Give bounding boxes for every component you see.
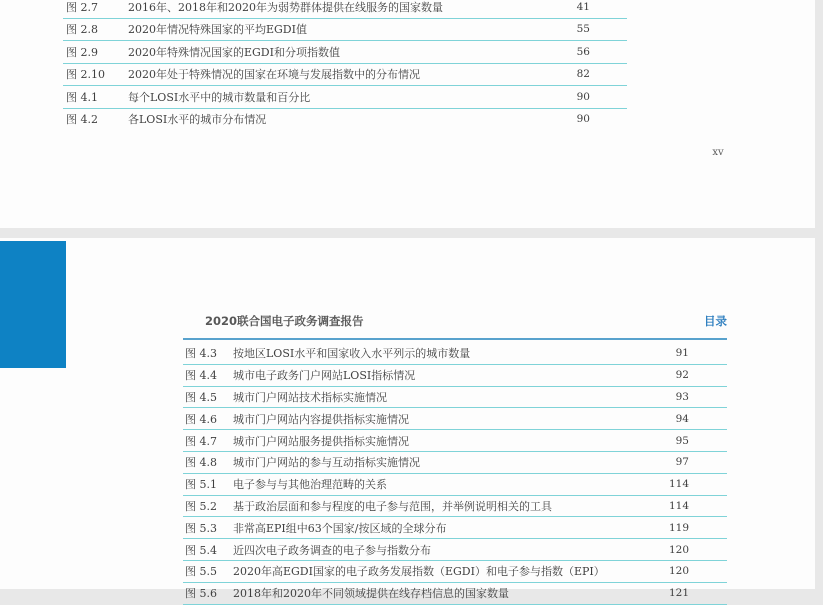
toc-row [63,19,627,42]
toc-row [183,496,727,518]
toc-row [183,343,727,365]
toc-row [183,517,727,539]
figure-label: 图 4.8 [185,456,217,470]
figure-page-number: 90 [576,113,590,126]
figure-label: 图 4.5 [185,390,217,404]
figure-label: 图 4.1 [66,90,98,104]
figure-title: 2016年、2018年和2020年为弱势群体提供在线服务的国家数量 [128,0,443,14]
figure-label: 图 5.4 [185,543,217,557]
toc-row [183,387,727,409]
figure-page-number: 120 [668,565,689,578]
figure-page-number: 56 [576,45,590,58]
document-page-xv [0,0,815,228]
figure-page-number: 82 [576,68,590,81]
figure-page-number: 95 [675,434,689,447]
folio-page-number: xv [712,147,724,158]
figure-page-number: 97 [675,456,689,469]
running-header-title: 2020联合国电子政务调查报告 [205,314,364,328]
figure-title: 2020年处于特殊情况的国家在环境与发展指数中的分布情况 [128,68,420,82]
figure-label: 图 2.7 [66,0,98,14]
figure-title: 近四次电子政务调查的电子参与指数分布 [233,543,431,557]
figure-title: 按地区LOSI水平和国家收入水平列示的城市数量 [233,347,471,361]
figure-label: 图 2.10 [66,68,105,82]
toc-row [183,539,727,561]
figure-title: 基于政治层面和参与程度的电子参与范围，并举例说明相关的工具 [233,499,552,513]
figure-title: 城市门户网站服务提供指标实施情况 [233,434,409,448]
figure-title: 城市电子政务门户网站LOSI指标情况 [233,369,416,383]
figure-page-number: 120 [668,543,689,556]
figure-title: 各LOSI水平的城市分布情况 [128,113,267,127]
figure-label: 图 2.8 [66,23,98,37]
figure-label: 图 5.3 [185,521,217,535]
figure-page-number: 91 [675,347,689,360]
figure-title: 城市门户网站内容提供指标实施情况 [233,412,409,426]
toc-row [183,583,727,605]
figure-title: 每个LOSI水平中的城市数量和百分比 [128,90,311,104]
document-page-toc [0,238,815,601]
figure-title: 2020年高EGDI国家的电子政务发展指数（EGDI）和电子参与指数（EPI） [233,565,605,579]
figure-title: 2020年情况特殊国家的平均EGDI值 [128,23,307,37]
toc-row [183,365,727,387]
figure-page-number: 119 [668,521,689,534]
figure-label: 图 2.9 [66,45,98,59]
figure-label: 图 4.6 [185,412,217,426]
toc-row [63,64,627,87]
figure-title: 非常高EPI组中63个国家/按区域的全球分布 [233,521,447,535]
toc-row [183,561,727,583]
chapter-accent-block [0,241,66,368]
toc-header-link[interactable]: 目录 [704,314,727,328]
figure-label: 图 5.1 [185,478,217,492]
figure-page-number: 94 [675,412,689,425]
figure-page-number: 55 [576,23,590,36]
figure-label: 图 5.5 [185,565,217,579]
figure-page-number: 93 [675,390,689,403]
figure-page-number: 114 [668,478,689,491]
figures-toc-list [63,0,627,130]
figure-page-number: 90 [576,90,590,103]
figure-title: 2020年特殊情况国家的EGDI和分项指数值 [128,45,340,59]
figure-page-number: 92 [675,369,689,382]
toc-row [183,430,727,452]
figure-page-number: 41 [576,0,590,13]
header-rule [183,338,727,340]
figure-label: 图 4.2 [66,113,98,127]
toc-row [63,86,627,109]
figure-title: 城市门户网站的参与互动指标实施情况 [233,456,420,470]
figure-page-number: 114 [668,499,689,512]
toc-row [63,109,627,131]
figure-label: 图 5.2 [185,499,217,513]
figure-title: 城市门户网站技术指标实施情况 [233,390,387,404]
figure-page-number: 121 [668,587,689,600]
toc-row [63,41,627,64]
figure-label: 图 4.7 [185,434,217,448]
figure-label: 图 4.4 [185,369,217,383]
toc-row [63,0,627,19]
figure-label: 图 4.3 [185,347,217,361]
toc-row [183,474,727,496]
figure-title: 2018年和2020年不同领域提供在线存档信息的国家数量 [233,587,509,601]
figure-label: 图 5.6 [185,587,217,601]
toc-row [183,408,727,430]
figures-toc-list [183,343,727,605]
toc-row [183,452,727,474]
figure-title: 电子参与与其他治理范畴的关系 [233,478,387,492]
